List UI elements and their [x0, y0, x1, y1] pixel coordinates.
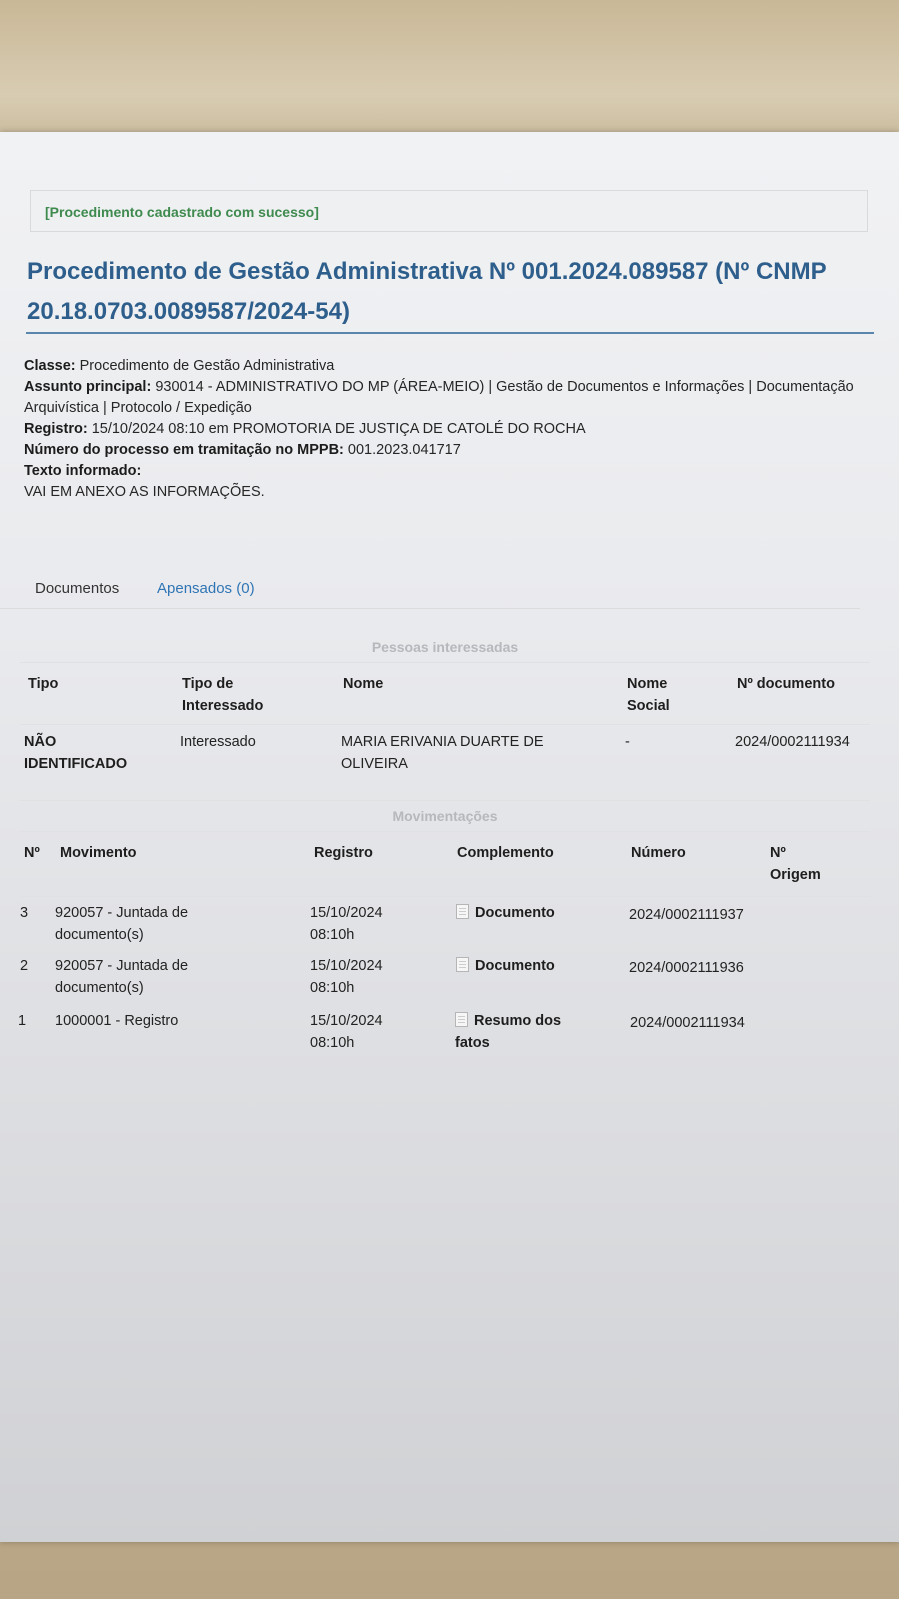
cell-numero: 2024/0002111936	[629, 960, 744, 976]
movimentacoes-header-divider	[20, 896, 870, 897]
document-page	[0, 132, 899, 1542]
texto-label: Texto informado:	[24, 463, 142, 479]
movimentacoes-top-divider	[20, 800, 870, 801]
pessoas-heading: Pessoas interessadas	[371, 639, 519, 655]
row-divider	[20, 1003, 870, 1004]
cell-documento: 2024/0002111934	[735, 734, 850, 750]
header-numero: Número	[631, 845, 686, 861]
movimentacoes-divider	[20, 831, 870, 832]
cell-nome-social: -	[625, 734, 630, 750]
classe-row: Classe: Procedimento de Gestão Administrativa	[24, 358, 335, 374]
cell-movimento: 1000001 - Registro	[55, 1013, 179, 1029]
cell-movimento: 920057 - Juntada de documento(s)	[55, 958, 189, 996]
success-alert	[30, 190, 868, 232]
cell-n: 2	[20, 958, 29, 974]
page-title: Procedimento de Gestão Administrativa Nº 001.2024.089587 (Nº CNMP 20.18.0703.0089587/2024-54)	[27, 258, 827, 325]
cell-n: 1	[18, 1013, 27, 1029]
cell-numero: 2024/0002111934	[630, 1015, 745, 1031]
tabs-divider	[0, 608, 860, 609]
tabs	[20, 572, 870, 612]
document-icon	[456, 904, 469, 919]
header-registro: Registro	[314, 845, 373, 861]
cell-numero: 2024/0002111937	[629, 907, 744, 923]
tab-documentos[interactable]: Documentos	[35, 580, 120, 597]
cell-nome: MARIA ERIVANIA DUARTE DE OLIVEIRA	[341, 734, 544, 772]
cell-n: 3	[20, 905, 29, 921]
complemento-link[interactable]: Documento	[456, 955, 555, 977]
document-icon	[456, 957, 469, 972]
header-origem: Nº Origem	[770, 845, 821, 883]
cell-registro: 15/10/2024 08:10h	[310, 1013, 383, 1051]
cell-tipo-interessado: Interessado	[180, 734, 256, 750]
cell-registro: 15/10/2024 08:10h	[310, 958, 383, 996]
header-movimento: Movimento	[60, 845, 137, 861]
complemento-link[interactable]: Resumo dos fatos	[455, 1013, 562, 1051]
cell-registro: 15/10/2024 08:10h	[310, 905, 383, 943]
header-nome-social: Nome Social	[627, 676, 670, 714]
header-tipo-interessado: Tipo de Interessado	[182, 676, 264, 714]
registro-row: Registro: 15/10/2024 08:10 em PROMOTORIA DE JUSTIÇA DE CATOLÉ DO ROCHA	[24, 421, 586, 437]
header-complemento: Complemento	[457, 845, 554, 861]
procedure-details	[24, 356, 874, 503]
tab-apensados[interactable]: Apensados (0)	[157, 580, 255, 597]
movimentacoes-heading: Movimentações	[392, 808, 498, 824]
header-tipo: Tipo	[28, 676, 59, 692]
title-divider	[26, 332, 874, 334]
cell-movimento: 920057 - Juntada de documento(s)	[55, 905, 189, 943]
header-n: Nº	[24, 845, 40, 861]
cell-tipo: NÃO IDENTIFICADO	[24, 734, 128, 772]
header-nome: Nome	[343, 676, 384, 692]
pessoas-divider	[20, 662, 870, 663]
row-divider	[20, 949, 870, 950]
document-icon	[455, 1012, 468, 1027]
success-message: [Procedimento cadastrado com sucesso]	[45, 204, 319, 220]
texto-value: VAI EM ANEXO AS INFORMAÇÕES.	[24, 484, 265, 500]
assunto-row: Assunto principal: 930014 - ADMINISTRATIVO DO MP (ÁREA-MEIO) | Gestão de Documentos e Informações | Documentação Arquivística | Protocolo / Expedição	[24, 379, 854, 416]
complemento-link[interactable]: Documento	[456, 902, 555, 924]
header-documento: Nº documento	[737, 676, 835, 692]
pessoas-header-divider	[20, 724, 870, 725]
numero-processo-row: Número do processo em tramitação no MPPB: 001.2023.041717	[24, 442, 461, 458]
